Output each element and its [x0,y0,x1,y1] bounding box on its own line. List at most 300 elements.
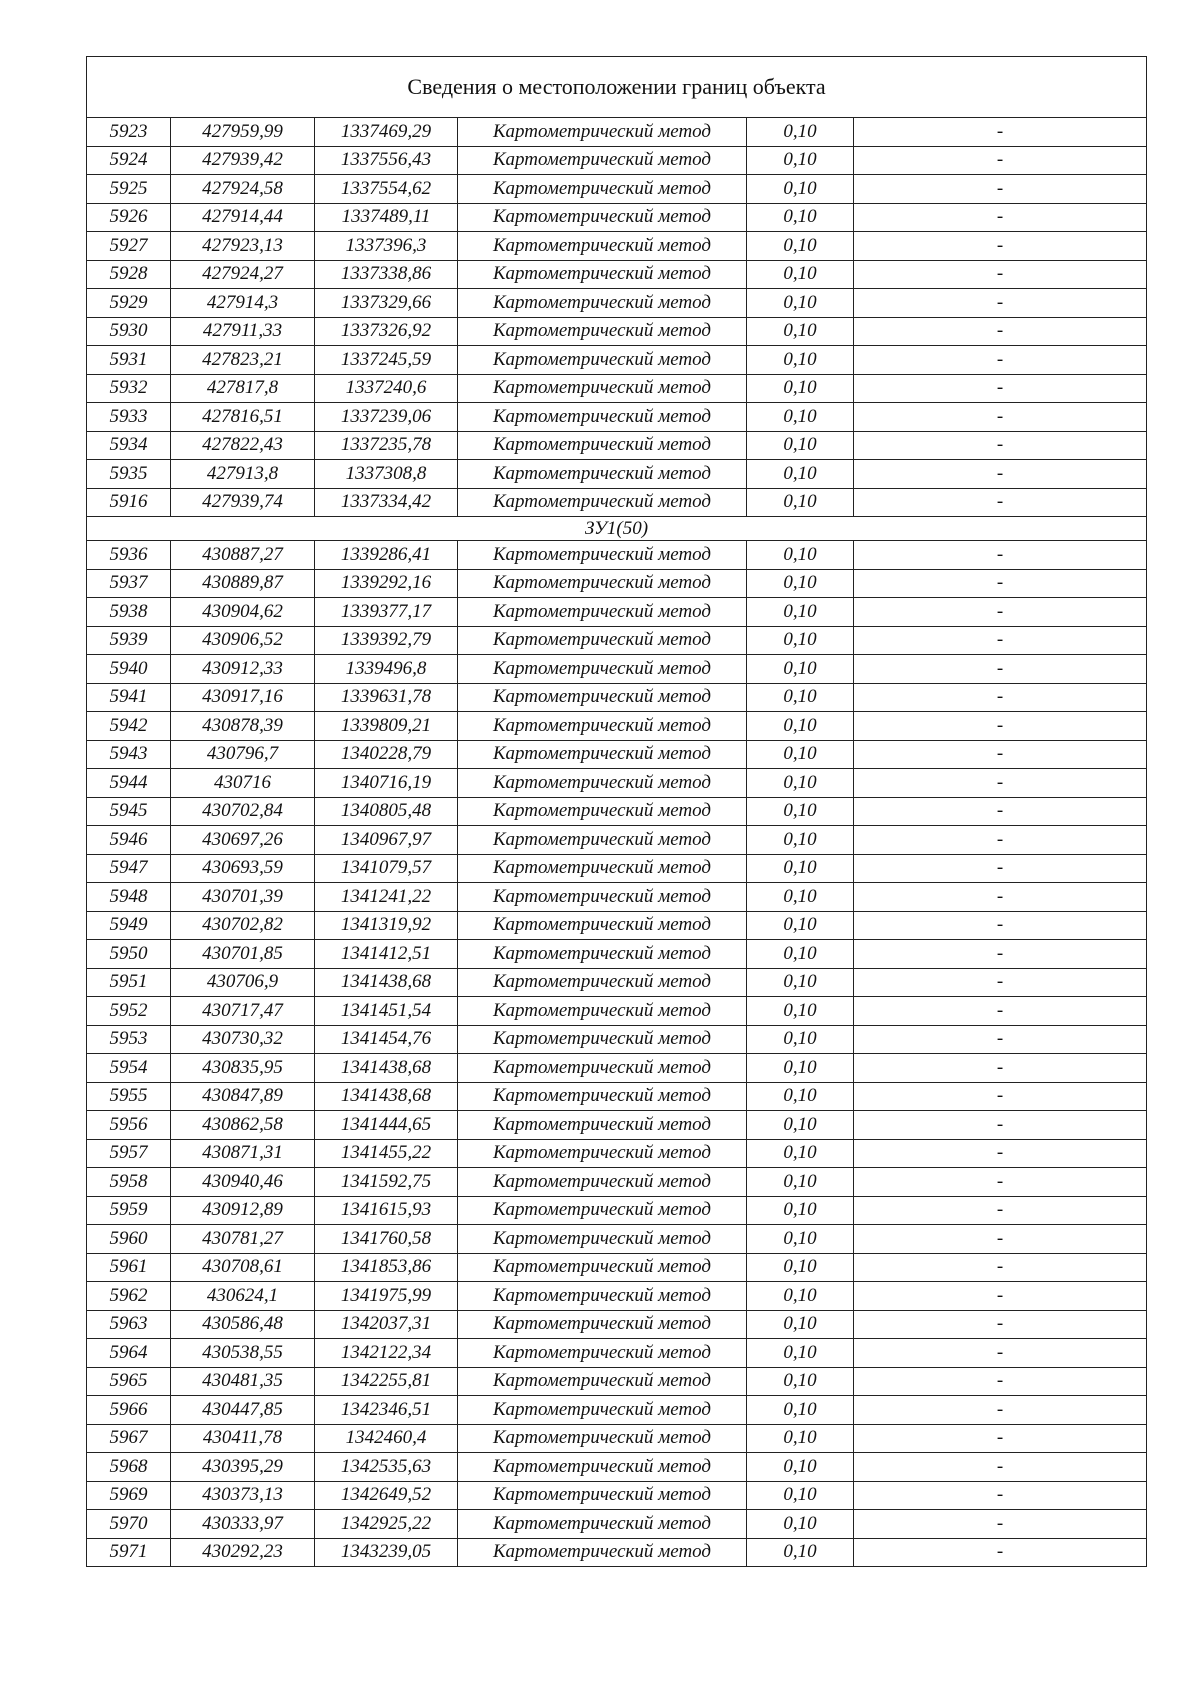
method-cell: Картометрический метод [458,598,747,627]
point-number-cell: 5930 [87,317,171,346]
note-cell: - [854,1054,1147,1083]
accuracy-cell: 0,10 [747,118,854,147]
y-coordinate-cell: 1339292,16 [315,569,458,598]
method-cell: Картометрический метод [458,1367,747,1396]
accuracy-cell: 0,10 [747,740,854,769]
method-cell: Картометрический метод [458,1253,747,1282]
method-cell: Картометрический метод [458,118,747,147]
accuracy-cell: 0,10 [747,626,854,655]
table-row [87,1453,1147,1482]
note-cell: - [854,289,1147,318]
table-row [87,1339,1147,1368]
note-cell: - [854,883,1147,912]
table-row [87,883,1147,912]
point-number-cell: 5935 [87,460,171,489]
y-coordinate-cell: 1341455,22 [315,1139,458,1168]
y-coordinate-cell: 1339377,17 [315,598,458,627]
y-coordinate-cell: 1341444,65 [315,1111,458,1140]
method-cell: Картометрический метод [458,940,747,969]
x-coordinate-cell: 427914,3 [171,289,315,318]
accuracy-cell: 0,10 [747,260,854,289]
method-cell: Картометрический метод [458,883,747,912]
y-coordinate-cell: 1337329,66 [315,289,458,318]
accuracy-cell: 0,10 [747,1367,854,1396]
y-coordinate-cell: 1342346,51 [315,1396,458,1425]
x-coordinate-cell: 430871,31 [171,1139,315,1168]
note-cell: - [854,854,1147,883]
x-coordinate-cell: 430706,9 [171,968,315,997]
table-row [87,203,1147,232]
table-row [87,712,1147,741]
accuracy-cell: 0,10 [747,1054,854,1083]
method-cell: Картометрический метод [458,854,747,883]
accuracy-cell: 0,10 [747,1082,854,1111]
x-coordinate-cell: 427822,43 [171,431,315,460]
accuracy-cell: 0,10 [747,1196,854,1225]
method-cell: Картометрический метод [458,626,747,655]
point-number-cell: 5956 [87,1111,171,1140]
accuracy-cell: 0,10 [747,655,854,684]
table-row [87,460,1147,489]
method-cell: Картометрический метод [458,569,747,598]
point-number-cell: 5964 [87,1339,171,1368]
y-coordinate-cell: 1337489,11 [315,203,458,232]
accuracy-cell: 0,10 [747,488,854,517]
y-coordinate-cell: 1337240,6 [315,374,458,403]
y-coordinate-cell: 1340805,48 [315,797,458,826]
y-coordinate-cell: 1337338,86 [315,260,458,289]
point-number-cell: 5949 [87,911,171,940]
note-cell: - [854,626,1147,655]
table-row [87,1111,1147,1140]
note-cell: - [854,1538,1147,1567]
note-cell: - [854,1168,1147,1197]
table-row [87,911,1147,940]
table-row [87,1253,1147,1282]
method-cell: Картометрический метод [458,1538,747,1567]
table-row [87,826,1147,855]
y-coordinate-cell: 1341975,99 [315,1282,458,1311]
accuracy-cell: 0,10 [747,797,854,826]
accuracy-cell: 0,10 [747,1139,854,1168]
table-row [87,740,1147,769]
table-row [87,403,1147,432]
point-number-cell: 5937 [87,569,171,598]
y-coordinate-cell: 1342037,31 [315,1310,458,1339]
y-coordinate-cell: 1337334,42 [315,488,458,517]
table-row [87,598,1147,627]
x-coordinate-cell: 430904,62 [171,598,315,627]
point-number-cell: 5957 [87,1139,171,1168]
accuracy-cell: 0,10 [747,769,854,798]
accuracy-cell: 0,10 [747,203,854,232]
x-coordinate-cell: 430730,32 [171,1025,315,1054]
note-cell: - [854,488,1147,517]
table-row [87,797,1147,826]
y-coordinate-cell: 1342122,34 [315,1339,458,1368]
accuracy-cell: 0,10 [747,289,854,318]
accuracy-cell: 0,10 [747,146,854,175]
y-coordinate-cell: 1341592,75 [315,1168,458,1197]
x-coordinate-cell: 430862,58 [171,1111,315,1140]
method-cell: Картометрический метод [458,460,747,489]
accuracy-cell: 0,10 [747,1282,854,1311]
table-row [87,232,1147,261]
point-number-cell: 5929 [87,289,171,318]
accuracy-cell: 0,10 [747,1339,854,1368]
table-row [87,626,1147,655]
y-coordinate-cell: 1341853,86 [315,1253,458,1282]
point-number-cell: 5923 [87,118,171,147]
point-number-cell: 5932 [87,374,171,403]
method-cell: Картометрический метод [458,1339,747,1368]
accuracy-cell: 0,10 [747,940,854,969]
y-coordinate-cell: 1340967,97 [315,826,458,855]
method-cell: Картометрический метод [458,346,747,375]
point-number-cell: 5961 [87,1253,171,1282]
table-body [87,57,1147,1567]
x-coordinate-cell: 427939,74 [171,488,315,517]
method-cell: Картометрический метод [458,1453,747,1482]
note-cell: - [854,1253,1147,1282]
x-coordinate-cell: 430481,35 [171,1367,315,1396]
point-number-cell: 5962 [87,1282,171,1311]
x-coordinate-cell: 430395,29 [171,1453,315,1482]
note-cell: - [854,1196,1147,1225]
y-coordinate-cell: 1341438,68 [315,1054,458,1083]
method-cell: Картометрический метод [458,712,747,741]
note-cell: - [854,826,1147,855]
table-row [87,431,1147,460]
table-row [87,289,1147,318]
x-coordinate-cell: 430693,59 [171,854,315,883]
accuracy-cell: 0,10 [747,460,854,489]
x-coordinate-cell: 430333,97 [171,1510,315,1539]
table-row [87,940,1147,969]
y-coordinate-cell: 1337556,43 [315,146,458,175]
x-coordinate-cell: 430716 [171,769,315,798]
method-cell: Картометрический метод [458,826,747,855]
point-number-cell: 5963 [87,1310,171,1339]
x-coordinate-cell: 430917,16 [171,683,315,712]
point-number-cell: 5938 [87,598,171,627]
method-cell: Картометрический метод [458,968,747,997]
x-coordinate-cell: 430701,85 [171,940,315,969]
accuracy-cell: 0,10 [747,826,854,855]
method-cell: Картометрический метод [458,488,747,517]
note-cell: - [854,260,1147,289]
y-coordinate-cell: 1337469,29 [315,118,458,147]
x-coordinate-cell: 427816,51 [171,403,315,432]
note-cell: - [854,569,1147,598]
y-coordinate-cell: 1339496,8 [315,655,458,684]
note-cell: - [854,317,1147,346]
x-coordinate-cell: 427939,42 [171,146,315,175]
accuracy-cell: 0,10 [747,1481,854,1510]
method-cell: Картометрический метод [458,541,747,570]
point-number-cell: 5940 [87,655,171,684]
point-number-cell: 5953 [87,1025,171,1054]
accuracy-cell: 0,10 [747,541,854,570]
point-number-cell: 5939 [87,626,171,655]
point-number-cell: 5971 [87,1538,171,1567]
table-row [87,1367,1147,1396]
y-coordinate-cell: 1339392,79 [315,626,458,655]
accuracy-cell: 0,10 [747,968,854,997]
table-row [87,175,1147,204]
note-cell: - [854,940,1147,969]
table-title-row [87,57,1147,118]
accuracy-cell: 0,10 [747,1510,854,1539]
accuracy-cell: 0,10 [747,1310,854,1339]
accuracy-cell: 0,10 [747,598,854,627]
method-cell: Картометрический метод [458,997,747,1026]
note-cell: - [854,797,1147,826]
table-row [87,854,1147,883]
accuracy-cell: 0,10 [747,317,854,346]
method-cell: Картометрический метод [458,431,747,460]
accuracy-cell: 0,10 [747,1168,854,1197]
point-number-cell: 5925 [87,175,171,204]
method-cell: Картометрический метод [458,175,747,204]
note-cell: - [854,541,1147,570]
note-cell: - [854,1282,1147,1311]
point-number-cell: 5933 [87,403,171,432]
point-number-cell: 5951 [87,968,171,997]
y-coordinate-cell: 1342255,81 [315,1367,458,1396]
x-coordinate-cell: 430940,46 [171,1168,315,1197]
method-cell: Картометрический метод [458,146,747,175]
note-cell: - [854,146,1147,175]
x-coordinate-cell: 430538,55 [171,1339,315,1368]
y-coordinate-cell: 1339286,41 [315,541,458,570]
table-row [87,997,1147,1026]
x-coordinate-cell: 430878,39 [171,712,315,741]
point-number-cell: 5927 [87,232,171,261]
method-cell: Картометрический метод [458,655,747,684]
note-cell: - [854,118,1147,147]
x-coordinate-cell: 427817,8 [171,374,315,403]
y-coordinate-cell: 1341615,93 [315,1196,458,1225]
x-coordinate-cell: 430702,84 [171,797,315,826]
table-row [87,146,1147,175]
method-cell: Картометрический метод [458,1225,747,1254]
point-number-cell: 5934 [87,431,171,460]
note-cell: - [854,1025,1147,1054]
x-coordinate-cell: 430887,27 [171,541,315,570]
accuracy-cell: 0,10 [747,911,854,940]
y-coordinate-cell: 1337235,78 [315,431,458,460]
table-row [87,488,1147,517]
y-coordinate-cell: 1342649,52 [315,1481,458,1510]
point-number-cell: 5958 [87,1168,171,1197]
accuracy-cell: 0,10 [747,403,854,432]
method-cell: Картометрический метод [458,797,747,826]
y-coordinate-cell: 1342460,4 [315,1424,458,1453]
method-cell: Картометрический метод [458,203,747,232]
table-row [87,118,1147,147]
x-coordinate-cell: 430292,23 [171,1538,315,1567]
method-cell: Картометрический метод [458,1396,747,1425]
table-row [87,1282,1147,1311]
x-coordinate-cell: 430701,39 [171,883,315,912]
note-cell: - [854,346,1147,375]
note-cell: - [854,1139,1147,1168]
point-number-cell: 5947 [87,854,171,883]
accuracy-cell: 0,10 [747,1025,854,1054]
table-row [87,541,1147,570]
accuracy-cell: 0,10 [747,1424,854,1453]
method-cell: Картометрический метод [458,769,747,798]
x-coordinate-cell: 430697,26 [171,826,315,855]
note-cell: - [854,740,1147,769]
x-coordinate-cell: 430796,7 [171,740,315,769]
x-coordinate-cell: 430717,47 [171,997,315,1026]
note-cell: - [854,1510,1147,1539]
x-coordinate-cell: 430411,78 [171,1424,315,1453]
table-row [87,968,1147,997]
y-coordinate-cell: 1339809,21 [315,712,458,741]
note-cell: - [854,1453,1147,1482]
table-row [87,1538,1147,1567]
y-coordinate-cell: 1340228,79 [315,740,458,769]
point-number-cell: 5948 [87,883,171,912]
point-number-cell: 5946 [87,826,171,855]
accuracy-cell: 0,10 [747,1111,854,1140]
point-number-cell: 5966 [87,1396,171,1425]
table-row [87,1225,1147,1254]
method-cell: Картометрический метод [458,1510,747,1539]
x-coordinate-cell: 427924,27 [171,260,315,289]
y-coordinate-cell: 1341079,57 [315,854,458,883]
method-cell: Картометрический метод [458,1111,747,1140]
point-number-cell: 5967 [87,1424,171,1453]
note-cell: - [854,203,1147,232]
point-number-cell: 5970 [87,1510,171,1539]
y-coordinate-cell: 1341438,68 [315,968,458,997]
accuracy-cell: 0,10 [747,854,854,883]
point-number-cell: 5928 [87,260,171,289]
table-row [87,1082,1147,1111]
table-row [87,683,1147,712]
note-cell: - [854,712,1147,741]
x-coordinate-cell: 430702,82 [171,911,315,940]
method-cell: Картометрический метод [458,1139,747,1168]
table-title: Сведения о местоположении границ объекта [87,57,1147,118]
point-number-cell: 5936 [87,541,171,570]
y-coordinate-cell: 1341319,92 [315,911,458,940]
point-number-cell: 5969 [87,1481,171,1510]
x-coordinate-cell: 430447,85 [171,1396,315,1425]
note-cell: - [854,683,1147,712]
note-cell: - [854,403,1147,432]
method-cell: Картометрический метод [458,1196,747,1225]
point-number-cell: 5965 [87,1367,171,1396]
note-cell: - [854,1396,1147,1425]
y-coordinate-cell: 1337245,59 [315,346,458,375]
y-coordinate-cell: 1341412,51 [315,940,458,969]
x-coordinate-cell: 427959,99 [171,118,315,147]
method-cell: Картометрический метод [458,1168,747,1197]
x-coordinate-cell: 427914,44 [171,203,315,232]
table-row [87,569,1147,598]
method-cell: Картометрический метод [458,289,747,318]
point-number-cell: 5931 [87,346,171,375]
point-number-cell: 5954 [87,1054,171,1083]
point-number-cell: 5926 [87,203,171,232]
note-cell: - [854,232,1147,261]
table-row [87,1025,1147,1054]
section-row [87,517,1147,541]
point-number-cell: 5942 [87,712,171,741]
table-row [87,1054,1147,1083]
x-coordinate-cell: 427923,13 [171,232,315,261]
note-cell: - [854,374,1147,403]
table-row [87,1481,1147,1510]
note-cell: - [854,1111,1147,1140]
y-coordinate-cell: 1339631,78 [315,683,458,712]
accuracy-cell: 0,10 [747,683,854,712]
note-cell: - [854,431,1147,460]
point-number-cell: 5944 [87,769,171,798]
accuracy-cell: 0,10 [747,997,854,1026]
note-cell: - [854,1310,1147,1339]
point-number-cell: 5950 [87,940,171,969]
table-row [87,655,1147,684]
method-cell: Картометрический метод [458,1082,747,1111]
x-coordinate-cell: 430912,89 [171,1196,315,1225]
y-coordinate-cell: 1337396,3 [315,232,458,261]
table-row [87,1510,1147,1539]
table-row [87,260,1147,289]
table-row [87,1139,1147,1168]
method-cell: Картометрический метод [458,1481,747,1510]
x-coordinate-cell: 430373,13 [171,1481,315,1510]
method-cell: Картометрический метод [458,1282,747,1311]
accuracy-cell: 0,10 [747,1396,854,1425]
method-cell: Картометрический метод [458,911,747,940]
x-coordinate-cell: 430624,1 [171,1282,315,1311]
accuracy-cell: 0,10 [747,175,854,204]
note-cell: - [854,1082,1147,1111]
table-row [87,1396,1147,1425]
note-cell: - [854,1481,1147,1510]
note-cell: - [854,598,1147,627]
y-coordinate-cell: 1337308,8 [315,460,458,489]
note-cell: - [854,1339,1147,1368]
x-coordinate-cell: 430847,89 [171,1082,315,1111]
accuracy-cell: 0,10 [747,569,854,598]
note-cell: - [854,1225,1147,1254]
x-coordinate-cell: 427913,8 [171,460,315,489]
accuracy-cell: 0,10 [747,1453,854,1482]
y-coordinate-cell: 1337239,06 [315,403,458,432]
method-cell: Картометрический метод [458,317,747,346]
x-coordinate-cell: 427823,21 [171,346,315,375]
x-coordinate-cell: 430781,27 [171,1225,315,1254]
x-coordinate-cell: 430906,52 [171,626,315,655]
point-number-cell: 5968 [87,1453,171,1482]
table-row [87,317,1147,346]
y-coordinate-cell: 1341438,68 [315,1082,458,1111]
point-number-cell: 5955 [87,1082,171,1111]
y-coordinate-cell: 1343239,05 [315,1538,458,1567]
table-row [87,1196,1147,1225]
y-coordinate-cell: 1341451,54 [315,997,458,1026]
x-coordinate-cell: 430708,61 [171,1253,315,1282]
accuracy-cell: 0,10 [747,712,854,741]
section-label: ЗУ1(50) [87,517,1147,541]
